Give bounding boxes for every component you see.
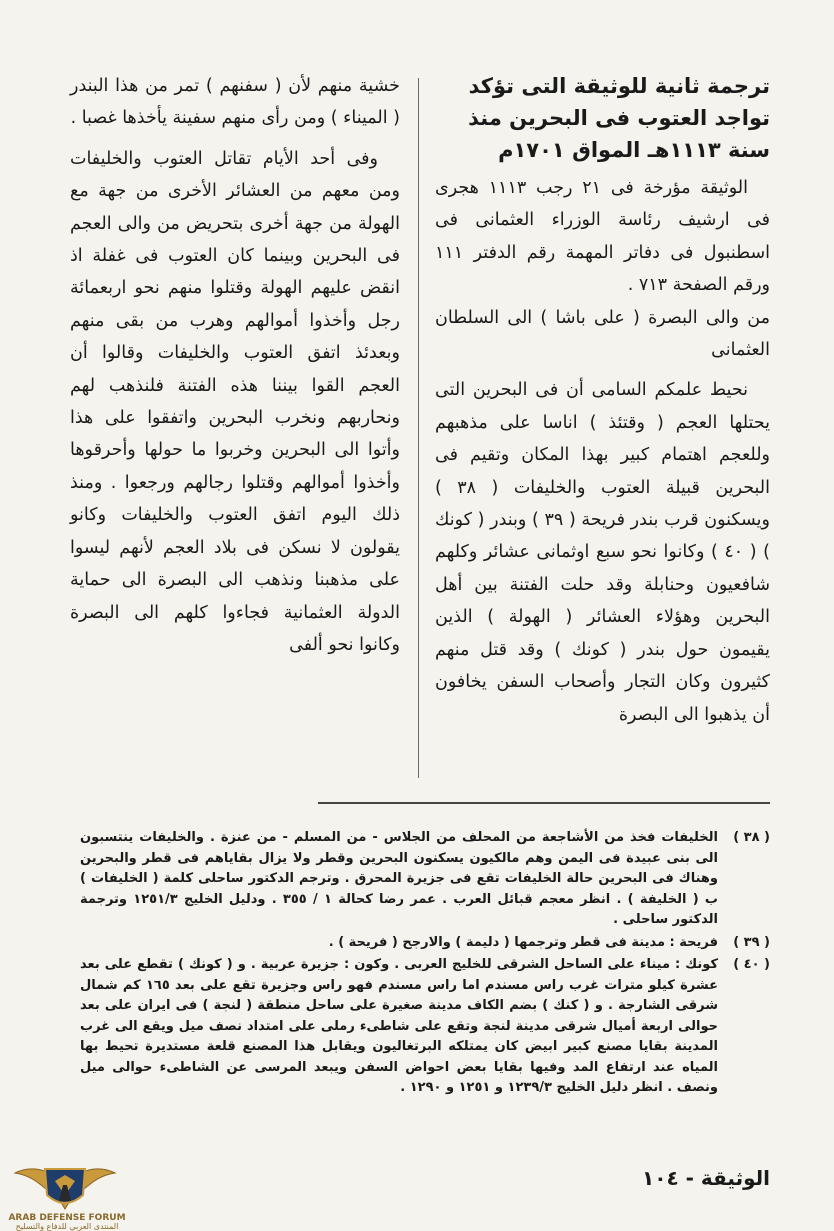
footnote-number: ( ٤٠ )	[733, 957, 770, 972]
right-column	[435, 70, 770, 731]
footnote-text: كونك : ميناء على الساحل الشرقى للخليج العربى . وكون : جزيرة عربية . و ( كونك ) تقطع على بعد عشرة كيلو مترات غرب راس مسندم اما راس مسندم فهو راس وجزيرة تقع على بعد ١٦٥ كم شمال شرقى الشارجة . و ( كنك ) بضم الكاف مدينة صغيرة على ساحل منطقة ( لنجة ) فى ايران على بعد حوالى اربعة أميال شرقى مدينة لنجة وتقع على شاطىء رملى على امتداد نصف ميل ويقع الى غرب المدينة بقايا مصنع كبير ابيض كان يمتلكه البرتغاليون ويقابل هذا المصنع قلعة مستديرة تحيط بها المياه عند ارتفاع المد وفيها بقايا بعض احواض السفن ويبعد المرسى عن الشاطىء حوالى ميل ونصف . انظر دليل الخليج ١٢٣٩/٣ و ١٢٥١ و ١٢٩٠ .	[80, 957, 718, 1095]
footnote	[80, 933, 770, 954]
footnote	[80, 828, 770, 931]
left-column	[70, 70, 400, 661]
paragraph: من والى البصرة ( على باشا ) الى السلطان العثمانى	[435, 307, 770, 361]
footnote	[80, 955, 770, 1099]
footnote-number: ( ٣٩ )	[733, 934, 770, 950]
paragraph: خشية منهم لأن ( سفنهم ) تمر من هذا البندر ( الميناء ) ومن رأى منهم سفينة يأخذها غصبا .	[70, 76, 400, 129]
paragraph: الوثيقة مؤرخة فى ٢١ رجب ١١١٣ هجرى فى ارشيف رئاسة الوزراء العثمانى فى اسطنبول فى دفاتر المهمة رقم الدفتر ١١١ ورقم الصفحة ٧١٣ .	[435, 178, 770, 296]
footnotes	[80, 828, 770, 1101]
paragraph: نحيط علمكم السامى أن فى البحرين التى يحتلها العجم ( وقتئذ ) اناسا على مذهبهم وللعجم اهتمام كبير بهذا المكان وتقيم فى البحرين قبيلة العتوب والخليفات ( ٣٨ ) ويسكنون قرب بندر فريحة ( ٣٩ ) وبندر ( كونك ) ( ٤٠ ) وكانوا نحو سبع اوثمانى عشائر وكلهم شافعيون وحنابلة وقد حلت الفتنة بين أهل البحرين وهؤلاء العشائر ( الهولة ) الذين يقيمون حول بندر ( كونك ) وقد قتل منهم كثيرون وكان التجار وأصحاب السفن يخافون أن يذهبوا الى البصرة	[435, 380, 770, 725]
forum-brand-text: ARAB DEFENSE FORUM	[8, 1213, 126, 1223]
column-divider	[418, 78, 419, 778]
footnote-separator	[318, 802, 770, 804]
page-number: الوثيقة - ١٠٤	[642, 1166, 770, 1190]
forum-tagline: المنتدى العربي للدفاع والتسليح	[15, 1222, 119, 1231]
footnote-text: فريحة : مدينة فى قطر وترجمها ( دليمة ) والارجح ( فريحة ) .	[328, 934, 718, 950]
paragraph: وفى أحد الأيام تقاتل العتوب والخليفات ومن معهم من العشائر الأخرى من جهة مع الهولة من جهة أخرى بتحريض من والى العجم فى البحرين وبينما كان العتوب فى غفلة اذ انقض عليهم الهولة وقتلوا منهم نحو اربعمائة رجل وأخذوا أموالهم وهرب من بقى منهم وبعدئذ اتفق العتوب والخليفات وقالوا أن العجم القوا بيننا هذه الفتنة فلنذهب لهم ونحاربهم ونخرب البحرين واتفقوا على هذا وأتوا الى البحرين وخربوا ما حولها وأحرقوها وأخذوا أموالهم وقتلوا رجالهم ورجعوا . ومنذ ذلك اليوم اتفق العتوب والخليفات وكانو يقولون لا نسكن فى بلاد العجم لأنهم ليسوا على مذهبنا ونذهب الى البصرة الى حماية الدولة العثمانية فجاءوا كلهم الى البصرة وكانوا نحو ألفى	[70, 148, 400, 655]
footnote-number: ( ٣٨ )	[733, 830, 770, 845]
document-title: ترجمة ثانية للوثيقة التى تؤكد تواجد العتوب فى البحرين منذ سنة ١١١٣هـ المواق ١٧٠١م	[468, 74, 770, 162]
footnote-text: الخليفات فخذ من الأشاجعة من المحلف من الجلاس - من المسلم - من عنزة . والخليفات ينتسبون الى بنى عبيدة فى اليمن وهم مالكيون يسكنون البحرين وقطر ولا يزال بقاياهم فى قطر والبحرين وهناك فى البحرين حالة الخليفات تقع فى جزيرة المحرق . وترجم الدكتور ساحلى كلمة ( الخليفات ) ب ( الخليفة ) . انظر معجم قبائل العرب . عمر رضا كحالة ١ / ٣٥٥ . ودليل الخليج ١٢٥١/٣ وترجمة الدكتور ساحلى .	[80, 830, 718, 927]
